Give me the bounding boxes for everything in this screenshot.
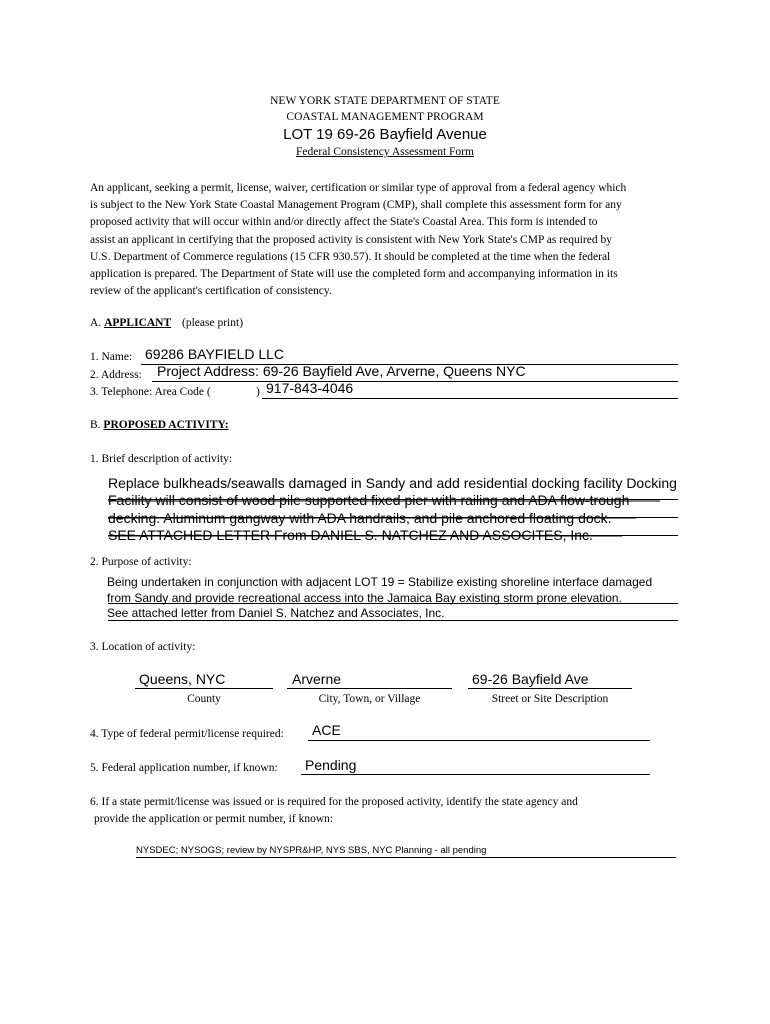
q1-label: 1. Brief description of activity: — [90, 453, 233, 465]
intro-line: An applicant, seeking a permit, license, waiver, certification or similar type of approval from a federal agency which — [90, 182, 627, 194]
purpose-line[interactable]: See attached letter from Daniel S. Natchez and Associates, Inc. — [107, 606, 445, 620]
q6-label-cont: provide the application or permit number, if known: — [94, 813, 334, 825]
q2-label: 2. Purpose of activity: — [90, 556, 192, 568]
intro-line: proposed activity that will occur within and/or directly affect the State's Coastal Area. This form is intended to — [90, 216, 598, 229]
phone-label: 3. Telephone: Area Code ( — [90, 386, 211, 398]
city-caption: City, Town, or Village — [318, 693, 421, 705]
description-line[interactable]: SEE ATTACHED LETTER From DANIEL S. NATCHEZ AND ASSOCITES, Inc. — [108, 527, 593, 543]
applicant-address-field[interactable]: Project Address: 69-26 Bayfield Ave, Arverne, Queens NYC — [157, 363, 526, 379]
application-number-field[interactable]: Pending — [305, 757, 357, 773]
county-caption: County — [187, 693, 221, 705]
intro-line: U.S. Department of Commerce regulations (15 CFR 930.57). It should be completed at the time when the federal — [90, 250, 611, 263]
state-permit-field[interactable]: NYSDEC; NYSOGS; review by NYSPR&HP, NYS SBS, NYC Planning - all pending — [136, 845, 487, 856]
description-line[interactable]: Replace bulkheads/seawalls damaged in Sandy and add residential docking facility Docking — [108, 475, 677, 491]
section-a-prefix: A. — [90, 317, 102, 329]
q6-label: 6. If a state permit/license was issued or is required for the proposed activity, identify the state agency and — [90, 796, 578, 808]
intro-line: is subject to the New York State Coastal Management Program (CMP), shall complete this assessment form for any — [90, 199, 622, 212]
agency-name: NEW YORK STATE DEPARTMENT OF STATE — [270, 95, 500, 107]
program-name: COASTAL MANAGEMENT PROGRAM — [286, 111, 484, 123]
applicant-phone-field[interactable]: 917-843-4046 — [266, 380, 354, 396]
applicant-name-field[interactable]: 69286 BAYFIELD LLC — [145, 346, 285, 362]
description-line[interactable]: Facility will consist of wood pile supported fixed pier with railing and ADA flow-trough — [108, 492, 630, 508]
city-field[interactable]: Arverne — [292, 671, 342, 687]
address-label: 2. Address: — [90, 369, 142, 381]
intro-line: assist an applicant in certifying that the proposed activity is consistent with New York State's CMP as required by — [90, 233, 612, 246]
intro-line: application is prepared. The Department of State will use the completed form and accompanying information in its — [90, 268, 618, 281]
county-field[interactable]: Queens, NYC — [139, 671, 226, 687]
phone-paren: ) — [256, 386, 260, 398]
q3-label: 3. Location of activity: — [90, 641, 196, 653]
street-caption: Street or Site Description — [491, 693, 609, 705]
description-line[interactable]: decking. Aluminum gangway with ADA handrails, and pile anchored floating dock. — [108, 510, 612, 526]
form-subtitle: Federal Consistency Assessment Form — [296, 146, 474, 158]
section-b-title: PROPOSED ACTIVITY: — [103, 419, 229, 431]
page-title: LOT 19 69-26 Bayfield Avenue — [283, 126, 487, 143]
name-label: 1. Name: — [90, 351, 133, 363]
q4-label: 4. Type of federal permit/license required: — [90, 728, 284, 740]
section-a-title: APPLICANT — [104, 317, 172, 329]
street-field[interactable]: 69-26 Bayfield Ave — [472, 671, 589, 687]
intro-line: review of the applicant's certification of consistency. — [90, 285, 332, 298]
purpose-line[interactable]: Being undertaken in conjunction with adjacent LOT 19 = Stabilize existing shoreline interface damaged — [107, 575, 653, 589]
q5-label: 5. Federal application number, if known: — [90, 762, 278, 774]
section-b-prefix: B. — [90, 419, 101, 431]
purpose-line[interactable]: from Sandy and provide recreational access into the Jamaica Bay existing storm prone elevation. — [107, 591, 622, 605]
federal-permit-field[interactable]: ACE — [312, 722, 341, 738]
section-a-note: (please print) — [182, 317, 244, 329]
